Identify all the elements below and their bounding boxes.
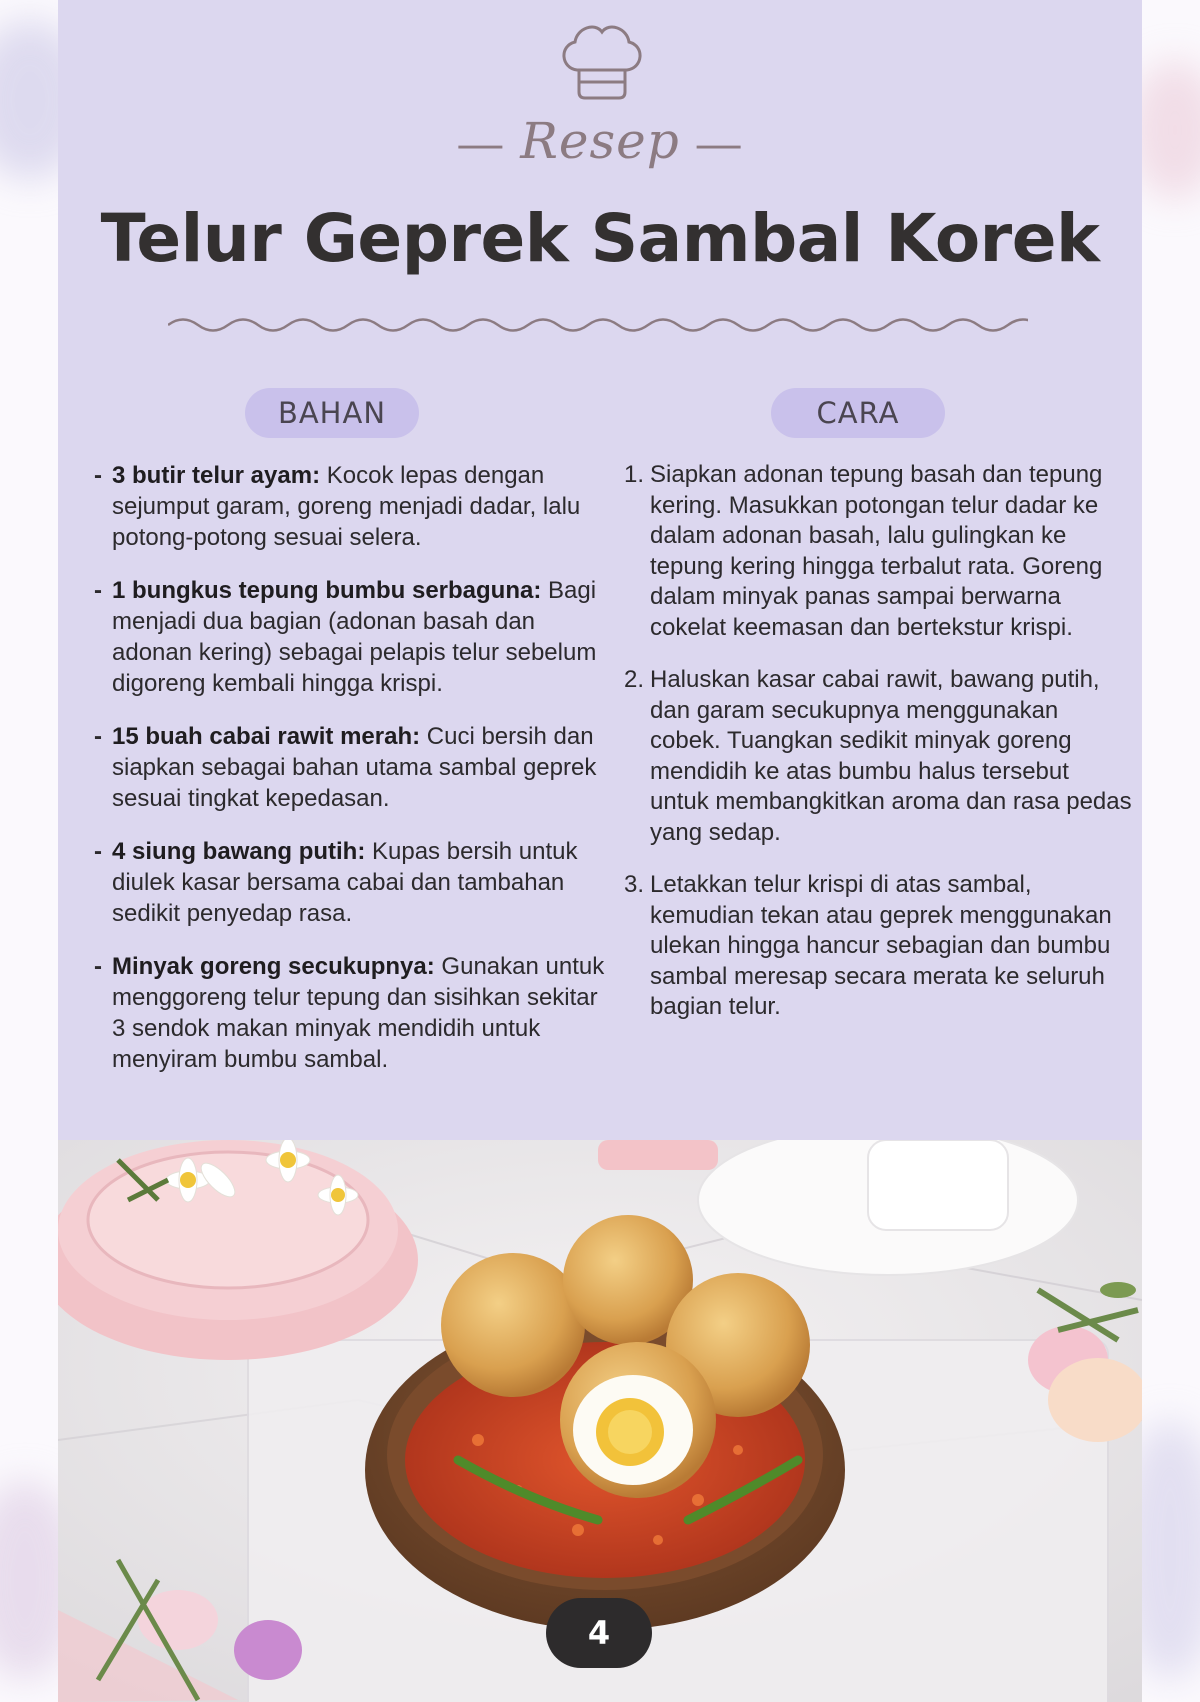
ingredient-description: Gunakan untuk menggoreng telur tepung dan sisihkan sekitar 3 sendok makan minyak mendidih untuk menyiram bumbu sambal. (112, 953, 605, 1073)
ingredients-list (94, 460, 614, 1097)
ingredient-item (94, 721, 614, 814)
chef-hat-icon (555, 18, 649, 102)
step-text: Letakkan telur krispi di atas sambal, kemudian tekan atau geprek menggunakan ulekan hingga hancur sebagian dan bumbu sambal meresap secara merata ke seluruh bagian telur. (650, 871, 1112, 1020)
ingredient-dash: - (94, 953, 102, 980)
step-text: Haluskan kasar cabai rawit, bawang putih, dan garam secukupnya menggunakan cobek. Tuangkan sedikit minyak goreng mendidih ke atas bumbu halus tersebut untuk membangkitkan aroma dan rasa pedas yang sedap. (650, 666, 1132, 846)
ingredient-dash: - (94, 577, 102, 604)
ingredient-item (94, 836, 614, 929)
ingredient-dash: - (94, 462, 102, 489)
step-item (624, 460, 1134, 643)
page-number-badge: 4 (546, 1598, 652, 1668)
wavy-divider (168, 310, 1028, 340)
step-number: 2. (624, 666, 645, 693)
steps-list (624, 460, 1134, 1045)
step-item (624, 665, 1134, 848)
ingredient-description: Bagi menjadi dua bagian (adonan basah dan adonan kering) sebagai pelapis telur sebelum digoreng kembali hingga krispi. (112, 577, 597, 697)
ingredient-name: 1 bungkus tepung bumbu serbaguna: (112, 577, 542, 604)
recipe-text-panel (58, 0, 1142, 1140)
page-title: Telur Geprek Sambal Korek (100, 200, 1100, 277)
eyebrow-dash-right: — (696, 119, 742, 168)
ingredient-dash: - (94, 838, 102, 865)
ingredient-name: Minyak goreng secukupnya: (112, 953, 435, 980)
step-number: 1. (624, 461, 645, 488)
ingredient-description: Cuci bersih dan siapkan sebagai bahan utama sambal geprek sesuai tingkat kepedasan. (112, 723, 597, 812)
eyebrow-text: Resep (520, 112, 680, 170)
ingredient-description: Kocok lepas dengan sejumput garam, goreng menjadi dadar, lalu potong-potong sesuai selera. (112, 462, 581, 551)
ingredient-item (94, 575, 614, 699)
ingredient-item (94, 460, 614, 553)
recipe-page (58, 0, 1142, 1702)
ingredient-dash: - (94, 723, 102, 750)
section-label-bahan: BAHAN (245, 388, 419, 438)
step-item (624, 870, 1134, 1023)
eyebrow-dash-left: — (458, 119, 504, 168)
ingredient-description: Kupas bersih untuk diulek kasar bersama cabai dan tambahan sedikit penyedap rasa. (112, 838, 578, 927)
ingredient-name: 4 siung bawang putih: (112, 838, 366, 865)
step-number: 3. (624, 871, 645, 898)
ingredient-name: 15 buah cabai rawit merah: (112, 723, 421, 750)
section-label-cara: CARA (771, 388, 945, 438)
step-text: Siapkan adonan tepung basah dan tepung kering. Masukkan potongan telur dadar ke dalam adonan basah, lalu gulingkan ke tepung kering hingga terbalut rata. Goreng dalam minyak panas sampai berwarna cokelat keemasan dan bertekstur krispi. (650, 461, 1103, 641)
recipe-eyebrow (58, 112, 1142, 170)
ingredient-name: 3 butir telur ayam: (112, 462, 321, 489)
ingredient-item (94, 951, 614, 1075)
